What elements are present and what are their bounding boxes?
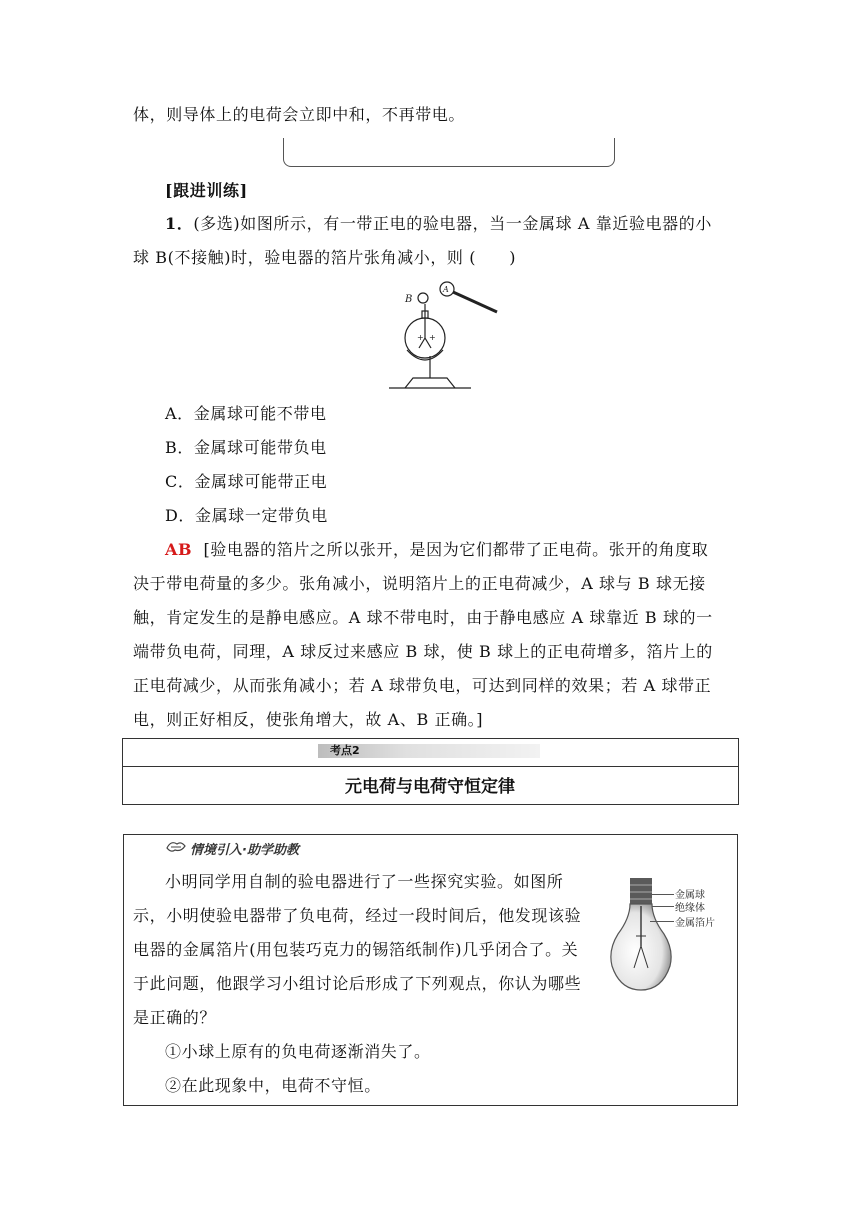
- question-number: 1．: [165, 214, 194, 233]
- section-tag: 考点2: [330, 744, 360, 757]
- hands-icon: [165, 838, 187, 854]
- label-b: B: [405, 294, 413, 305]
- situation-line-2: 示，小明使验电器带了负电荷，经过一段时间后，他发现该验: [133, 906, 582, 925]
- answer-line-1: [165, 540, 708, 560]
- answer-line-6: 电，则正好相反，使张角增大，故 A、B 正确。]: [133, 710, 484, 729]
- section-title: 元电荷与电荷守恒定律: [345, 777, 515, 797]
- followup-label: [跟进训练]: [165, 181, 248, 200]
- continuation-text: 体，则导体上的电荷会立即中和，不再带电。: [133, 105, 466, 124]
- option-b: B．金属球可能带负电: [165, 438, 327, 457]
- question-line-1: [165, 214, 712, 234]
- plus-sign-left: +: [417, 333, 424, 342]
- label-a: A: [443, 285, 449, 294]
- situation-line-1: 小明同学用自制的验电器进行了一些探究实验。如图所: [165, 872, 564, 891]
- bulb-base: [630, 878, 652, 904]
- situation-line-4: 于此问题，他跟学习小组讨论后形成了下列观点，你认为哪些: [133, 974, 582, 993]
- answer-text-1: [验电器的箔片之所以张开，是因为它们都带了正电荷。张开的角度取: [203, 540, 709, 559]
- electroscope-figure: [385, 278, 505, 394]
- plus-sign-right: +: [429, 333, 436, 342]
- section-divider: [122, 766, 738, 767]
- situation-line-3: 电器的金属箔片(用包装巧克力的锡箔纸制作)几乎闭合了。关: [133, 940, 579, 959]
- answer-line-2: 决于带电荷量的多少。张角减小，说明箔片上的正电荷减少，A 球与 B 球无接: [133, 574, 706, 593]
- question-line-2: 球 B(不接触)时，验电器的箔片张角减小，则 ( ): [133, 248, 517, 267]
- situation-line-5: 是正确的？: [133, 1008, 217, 1027]
- viewpoint-1: ①小球上原有的负电荷逐渐消失了。: [165, 1042, 431, 1061]
- question-text-1: (多选)如图所示，有一带正电的验电器，当一金属球 A 靠近验电器的小: [193, 214, 712, 233]
- answer-line-4: 端带负电荷，同理，A 球反过来感应 B 球，使 B 球上的正电荷增多，箔片上的: [133, 642, 713, 661]
- option-c: C．金属球可能带正电: [165, 472, 328, 491]
- end-bracket-frame: [283, 138, 615, 167]
- option-d: D．金属球一定带负电: [165, 506, 328, 525]
- situation-label: 情境引入·助学助教: [190, 843, 299, 858]
- bulb-label-metal-ball: 金属球: [675, 890, 705, 901]
- answer-key: AB: [165, 540, 193, 559]
- bulb-label-insulator: 绝缘体: [675, 903, 705, 914]
- option-a: A．金属球可能不带电: [165, 404, 327, 423]
- answer-line-3: 触，肯定发生的是静电感应。A 球不带电时，由于静电感应 A 球靠近 B 球的一: [133, 608, 713, 627]
- bulb-label-metal-foil: 金属箔片: [675, 918, 715, 929]
- answer-line-5: 正电荷减少，从而张角减小；若 A 球带负电，可达到同样的效果；若 A 球带正: [133, 676, 712, 695]
- viewpoint-2: ②在此现象中，电荷不守恒。: [165, 1076, 381, 1095]
